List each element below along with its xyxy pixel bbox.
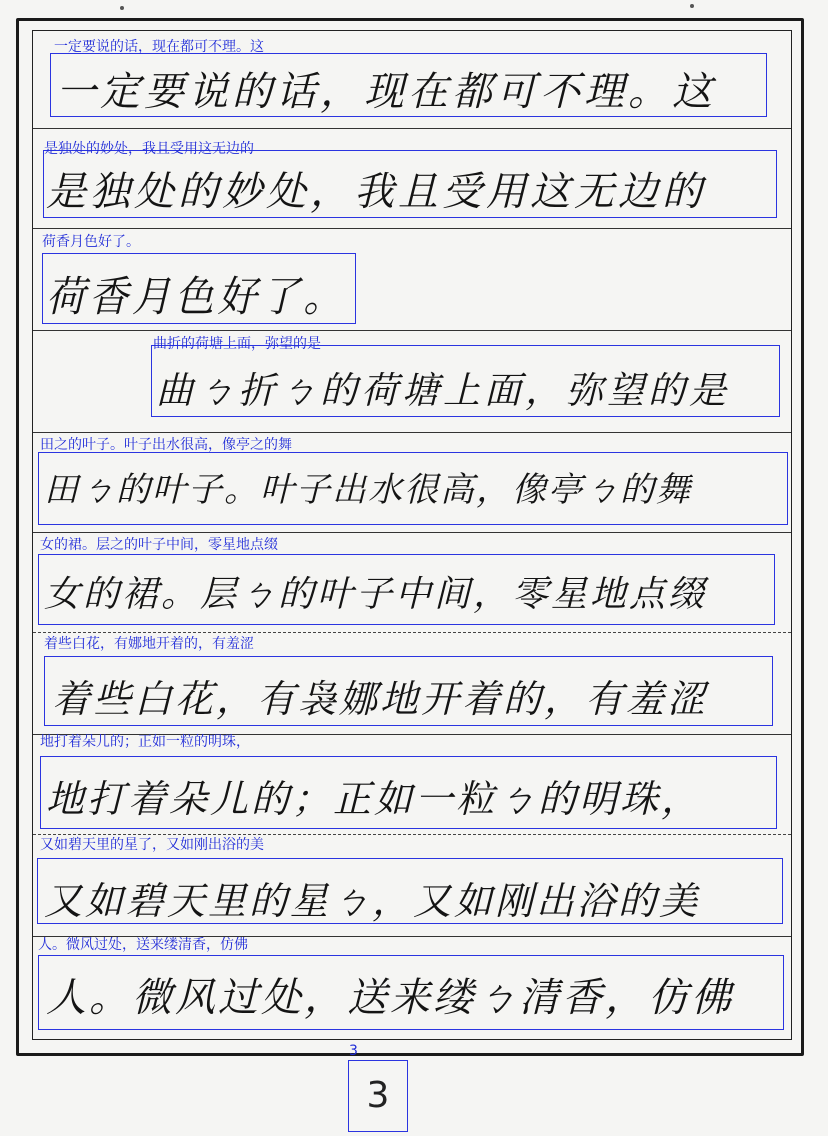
ocr-label-line-9: 又如碧天里的星了，又如刚出浴的美 [40,837,264,853]
text-box-line-8 [40,756,777,829]
text-box-line-2 [43,150,777,218]
handwritten-line-4: 曲ㄅ折ㄅ的荷塘上面，弥望的是 [156,369,730,412]
handwritten-line-3: 荷香月色好了。 [46,272,347,321]
ocr-label-line-1: 一定要说的话，现在都可不理。这 [54,39,264,55]
text-box-line-3 [42,253,356,324]
handwritten-line-8: 地打着朵儿的；正如一粒ㄅ的明珠， [46,777,703,821]
ocr-label-line-3: 荷香月色好了。 [42,234,140,250]
ruled-line [33,632,791,633]
ocr-label-page-number: 3 [349,1043,358,1059]
ocr-label-line-2: 是独处的妙处，我且受用这无边的 [44,141,254,157]
ocr-label-line-6: 女的裙。层之的叶子中间，零星地点缀 [40,537,278,553]
text-box-line-1 [50,53,767,117]
ruled-line [33,330,791,331]
ruled-line [33,228,791,229]
ruled-line [33,432,791,433]
handwritten-line-9: 又如碧天里的星ㄅ，又如刚出浴的美 [44,879,701,923]
text-box-page-number [348,1060,408,1132]
text-box-line-4 [151,345,780,417]
page-number: 3 [366,1075,390,1116]
ocr-label-line-4: 曲折的荷塘上面，弥望的是 [153,336,321,352]
ocr-label-line-7: 着些白花，有娜地开着的，有羞涩 [44,636,254,652]
handwritten-line-10: 人。微风过处，送来缕ㄅ清香，仿佛 [46,975,734,1021]
handwritten-line-2: 是独处的妙处，我且受用这无边的 [46,169,706,215]
speck [690,4,694,8]
ruled-line [33,834,791,835]
handwritten-line-5: 田ㄅ的叶子。叶子出水很高，像亭ㄅ的舞 [44,470,692,510]
handwritten-line-6: 女的裙。层ㄅ的叶子中间，零星地点缀 [44,574,708,615]
text-box-line-5 [38,452,788,525]
text-box-line-7 [44,656,773,726]
handwritten-line-1: 一定要说的话，现在都可不理。这 [56,69,716,115]
ocr-label-line-10: 人。微风过处，送来缕清香，仿佛 [38,937,248,953]
speck [120,6,124,10]
ocr-label-line-5: 田之的叶子。叶子出水很高，像亭之的舞 [40,437,292,453]
ocr-label-line-8: 地打着朵儿的；正如一粒的明珠， [40,734,250,750]
text-box-line-6 [38,554,775,625]
text-box-line-9 [37,858,783,924]
ruled-line [33,128,791,129]
handwritten-line-7: 着些白花，有袅娜地开着的，有羞涩 [52,677,709,721]
text-box-line-10 [38,955,784,1030]
ruled-line [33,532,791,533]
